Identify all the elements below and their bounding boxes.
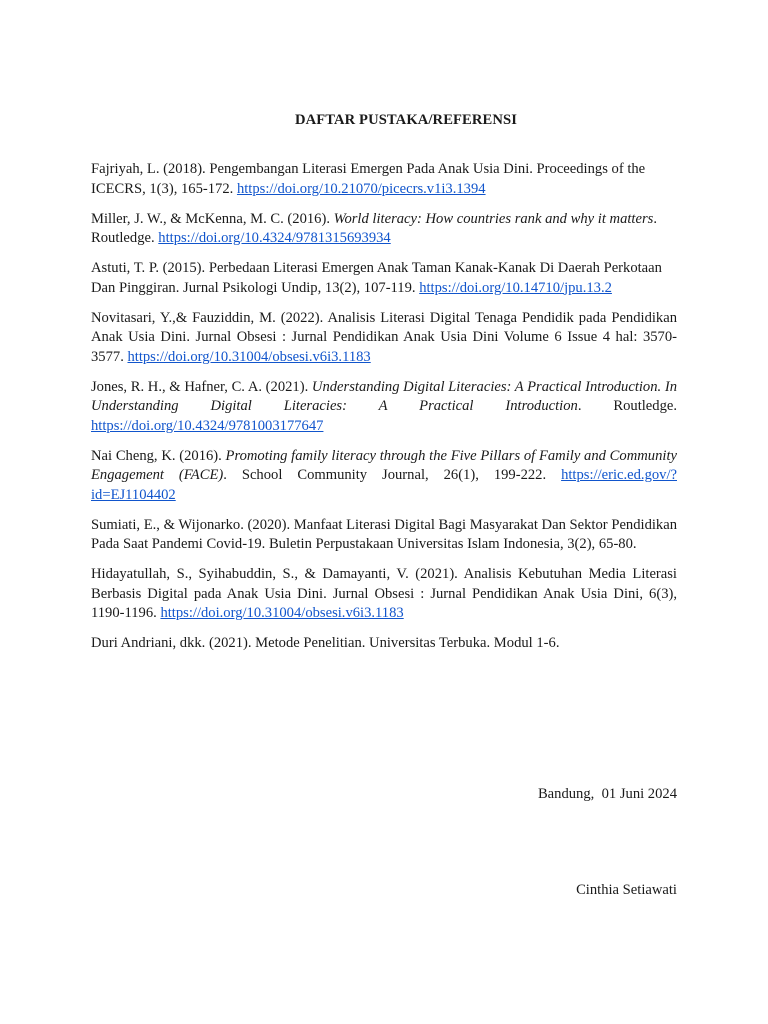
page-title: DAFTAR PUSTAKA/REFERENSI <box>294 112 517 128</box>
reference-doi-link[interactable]: https://doi.org/10.31004/obsesi.v6i3.1183 <box>160 605 404 621</box>
reference-text: Hidayatullah, S., Syihabuddin, S., & Damayanti, V. (2021). Analisis Kebutuhan Media Literasi Berbasis Digital pada Anak Usia Dini. Jurnal Obsesi : Jurnal Pendidikan Anak Usia Dini, 6(3), 1190-1196. <box>91 566 677 621</box>
reference-doi-link[interactable]: https://doi.org/10.4324/9781003177647 <box>91 417 324 434</box>
reference-list <box>91 160 677 664</box>
reference-doi-link[interactable]: https://doi.org/10.21070/picecrs.v1i3.1394 <box>236 180 486 197</box>
reference-item <box>91 634 677 654</box>
reference-text: Miller, J. W., & McKenna, M. C. (2016). <box>91 210 334 227</box>
reference-publisher: . Routledge. <box>577 398 678 414</box>
reference-text: Nai Cheng, K. (2016). <box>91 447 226 464</box>
reference-item <box>91 378 677 437</box>
reference-doi-link[interactable]: https://doi.org/10.4324/9781315693934 <box>158 230 391 246</box>
reference-title-italic: World literacy: How countries rank and why it matters <box>333 210 654 227</box>
reference-doi-link[interactable]: https://eric.ed.gov/?id=EJ1104402 <box>91 467 677 503</box>
reference-text: Novitasari, Y.,& Fauziddin, M. (2022). Analisis Literasi Digital Tenaga Pendidik pada Pendidikan Anak Usia Dini. Jurnal Obsesi : Jurnal Pendidikan Anak Usia Dini Volume 6 Issue 4 hal: 3570-3577. <box>91 309 677 365</box>
reference-doi-link[interactable]: https://doi.org/10.14710/jpu.13.2 <box>419 279 612 296</box>
reference-title-italic: Understanding Digital Literacies: A Practical Introduction. In Understanding Digital Literacies: A Practical Introduction <box>91 378 678 414</box>
place-and-date: Bandung, 01 Juni 2024 <box>537 786 677 802</box>
reference-publisher: . School Community Journal, 26(1), 199-222. <box>223 467 562 483</box>
signer-name: Cinthia Setiawati <box>576 882 677 898</box>
reference-text: Duri Andriani, dkk. (2021). Metode Penelitian. Universitas Terbuka. Modul 1-6. <box>91 635 560 651</box>
reference-item <box>91 160 677 199</box>
reference-item <box>91 516 677 555</box>
reference-text: Fajriyah, L. (2018). Pengembangan Literasi Emergen Pada Anak Usia Dini. Proceedings of the ICECRS, 1(3), 165-172. <box>91 161 646 197</box>
reference-item <box>91 259 677 298</box>
reference-item <box>91 565 677 624</box>
reference-publisher: . Routledge. <box>91 210 657 246</box>
reference-doi-link[interactable]: https://doi.org/10.31004/obsesi.v6i3.1183 <box>127 348 371 365</box>
reference-text: Jones, R. H., & Hafner, C. A. (2021). <box>91 378 312 395</box>
reference-title-italic: Promoting family literacy through the Five Pillars of Family and Community Engagement (FACE) <box>91 447 677 483</box>
reference-text: Astuti, T. P. (2015). Perbedaan Literasi Emergen Anak Taman Kanak-Kanak Di Daerah Perkotaan Dan Pinggiran. Jurnal Psikologi Undip, 13(2), 107-119. <box>91 260 662 296</box>
reference-text: Sumiati, E., & Wijonarko. (2020). Manfaat Literasi Digital Bagi Masyarakat Dan Sektor Pendidikan Pada Saat Pandemi Covid-19. Buletin Perpustakaan Universitas Islam Indonesia, 3(2), 65-80. <box>91 516 677 552</box>
reference-item <box>91 447 677 506</box>
reference-item <box>91 309 677 368</box>
reference-item <box>91 210 677 249</box>
